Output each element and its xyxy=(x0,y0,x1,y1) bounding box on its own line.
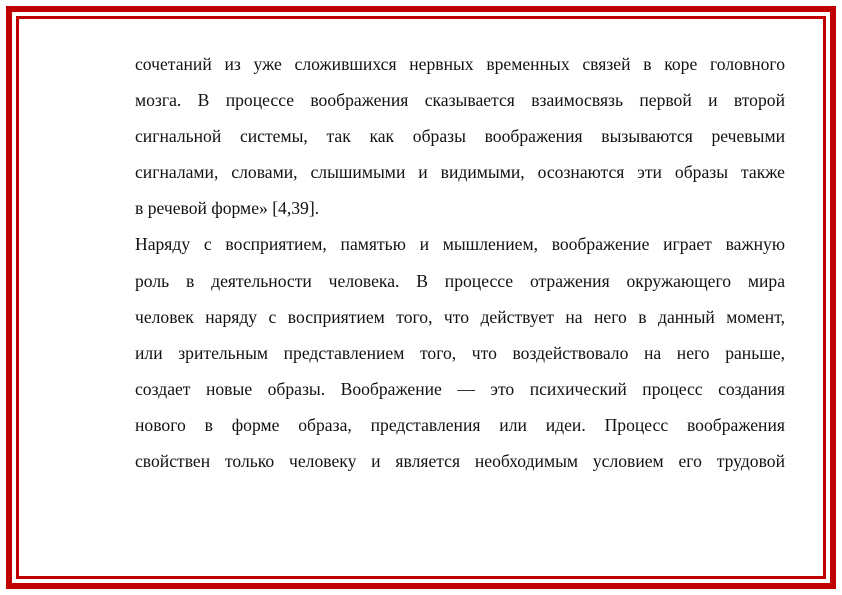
text-line: или зрительным представлением того, что воздействовало на него раньше, xyxy=(135,342,785,363)
text-line: человек наряду с восприятием того, что действует на него в данный момент, xyxy=(135,306,785,327)
document-body xyxy=(135,46,785,479)
text-line: создает новые образы. Воображение — это психический процесс создания xyxy=(135,378,785,399)
text-line: в речевой форме» [4,39]. xyxy=(135,198,320,219)
text-line: свойствен только человеку и является необходимым условием его трудовой xyxy=(135,451,785,472)
text-line: сочетаний из уже сложившихся нервных временных связей в коре головного xyxy=(135,54,785,74)
text-line: роль в деятельности человека. В процессе отражения окружающего мира xyxy=(135,270,785,291)
text-line: Наряду с восприятием, памятью и мышлением, воображение играет важную xyxy=(135,234,785,255)
text-line: сигнальной системы, так как образы воображения вызываются речевыми xyxy=(135,126,785,147)
text-line: нового в форме образа, представления или идеи. Процесс воображения xyxy=(135,414,785,435)
text-line: сигналами, словами, слышимыми и видимыми, осознаются эти образы также xyxy=(135,162,785,183)
text-line: мозга. В процессе воображения сказывается взаимосвязь первой и второй xyxy=(135,90,785,111)
